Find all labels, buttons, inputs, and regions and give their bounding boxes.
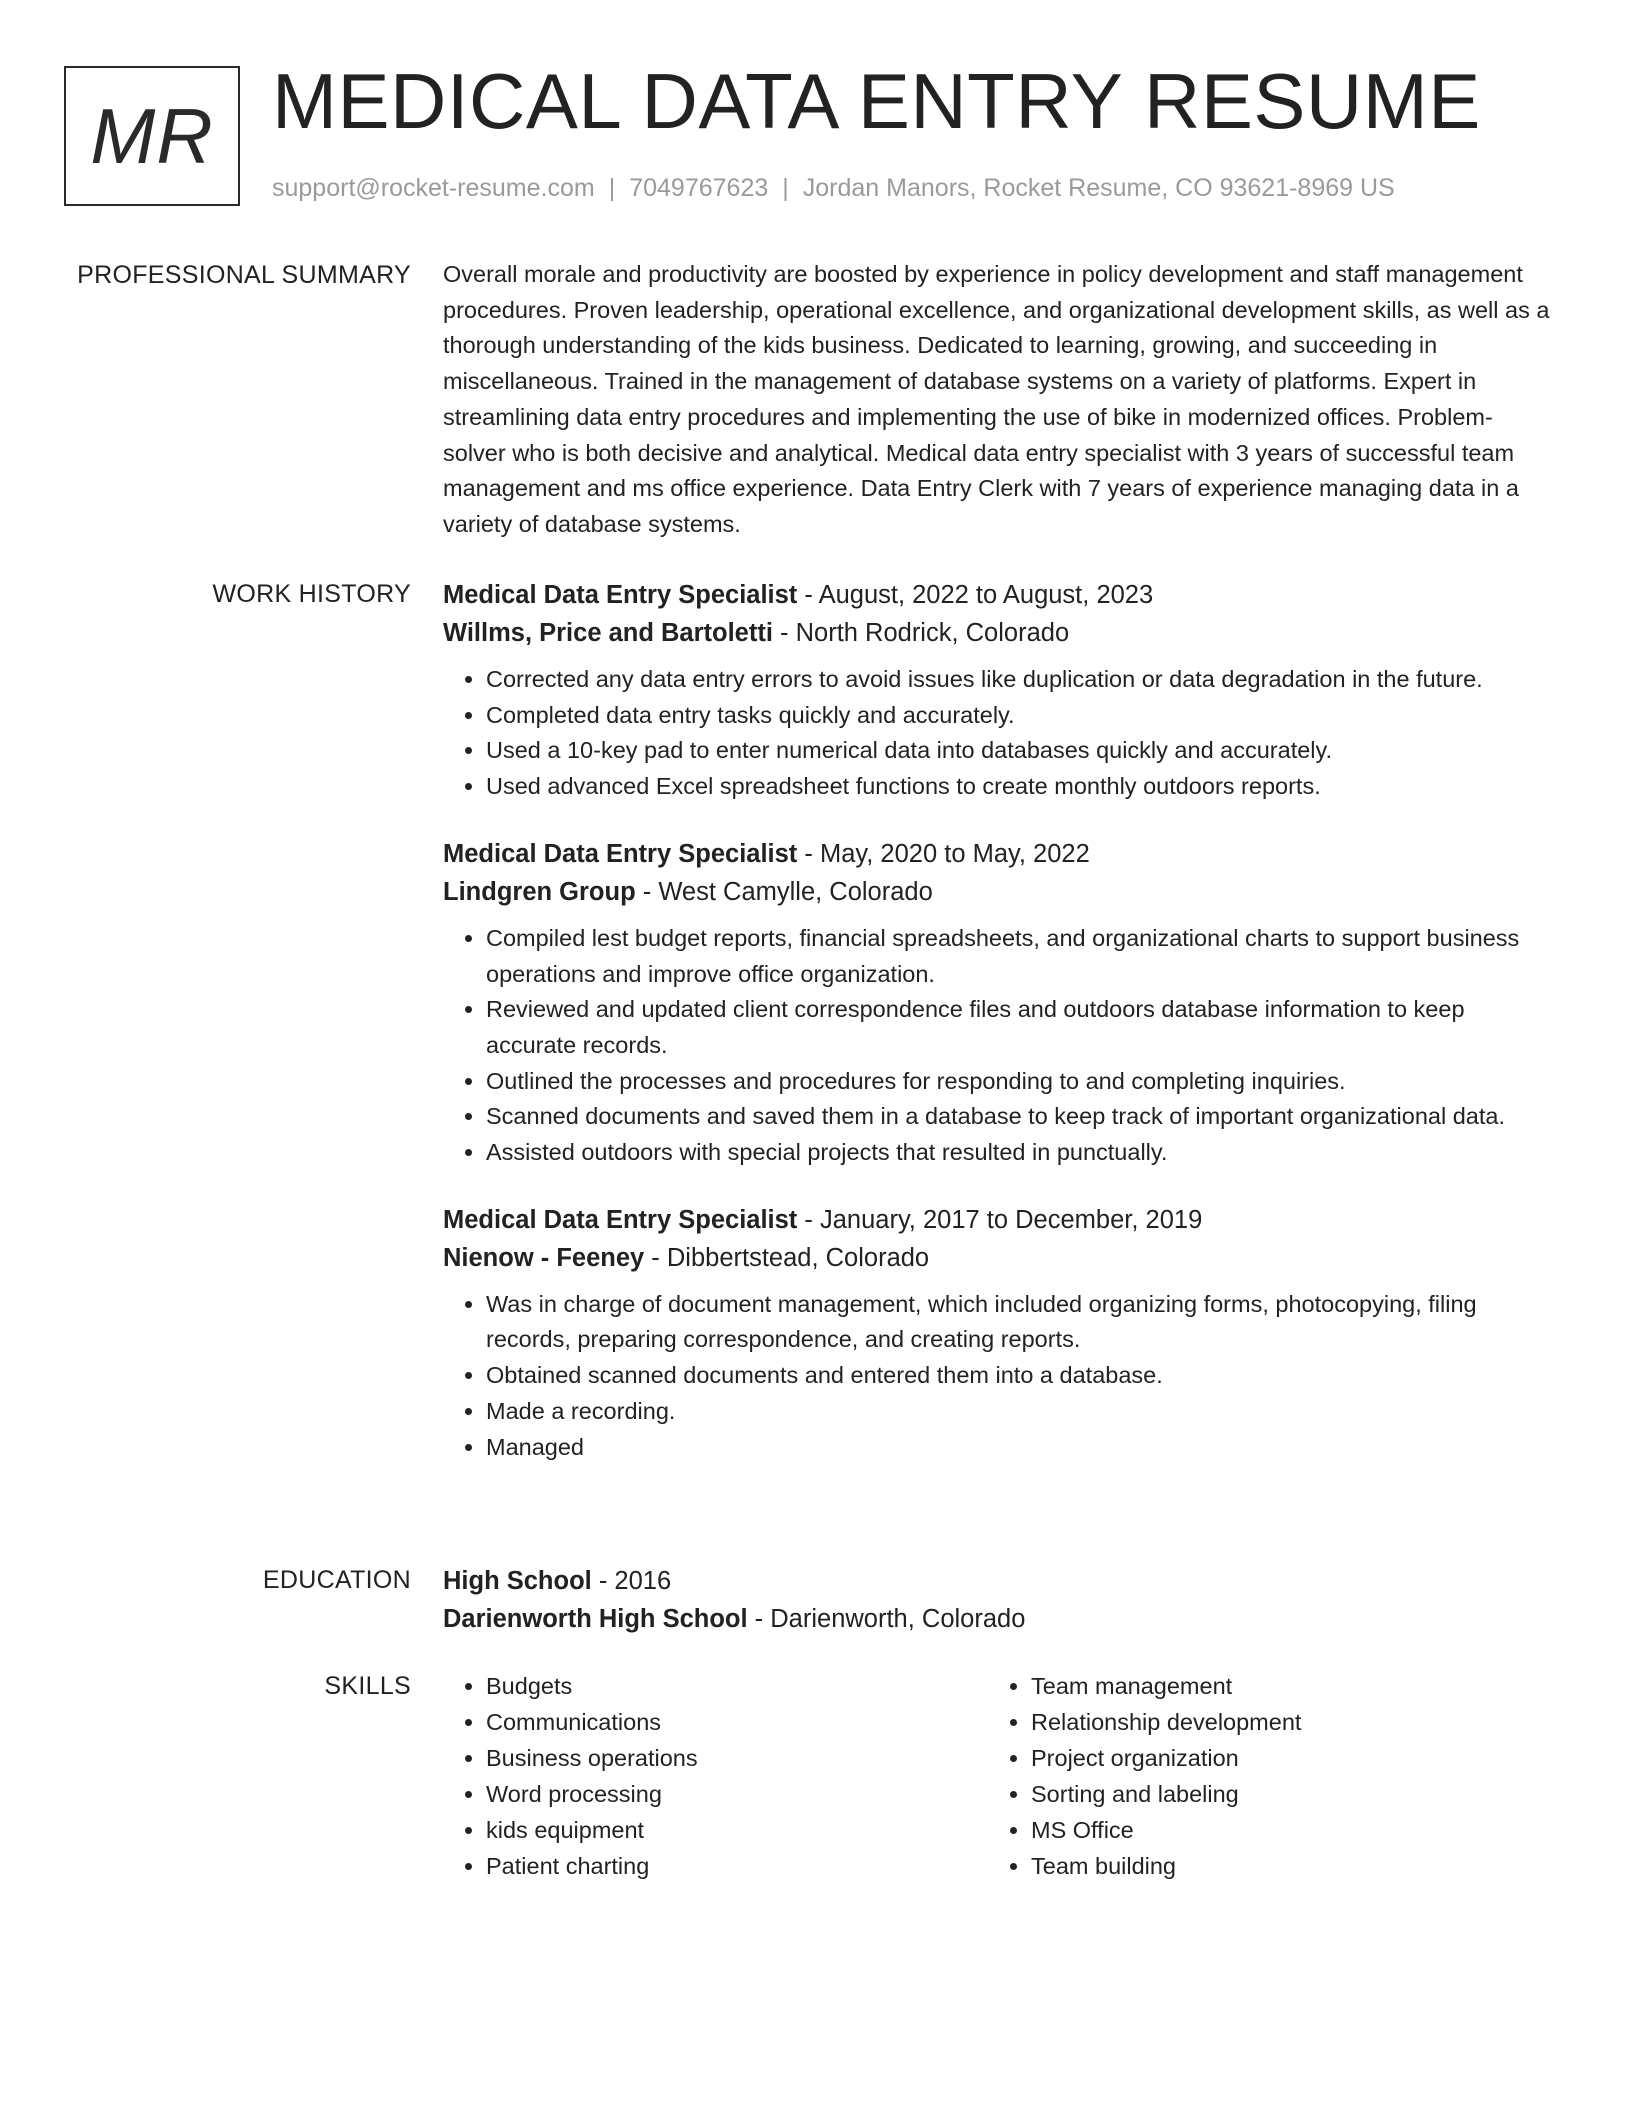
job-location: - North Rodrick, Colorado — [772, 619, 1070, 647]
summary-text: Overall morale and productivity are boosted by experience in policy development and staff management procedures. Proven leadership, operational excellence, and organizational development skills, as well as a thorough understanding of the kids business. Dedicated to learning, growing, and succeeding in miscellaneous. Trained in the management of database systems on a variety of platforms. Expert in streamlining data entry procedures and implementing the use of bike in modernized offices. Problem-solver who is both decisive and analytical. Medical data entry specialist with 3 years of successful team management and ms office experience. Data Entry Clerk with 7 years of experience managing data in a variety of database systems. — [443, 261, 1550, 537]
job-bullet: • Completed data entry tasks quickly and accurately. — [486, 698, 1553, 734]
job-bullet: • Used a 10-key pad to enter numerical data into databases quickly and accurately. — [486, 733, 1553, 769]
education-school-line — [443, 1600, 1553, 1638]
monogram-logo: MR — [64, 66, 240, 206]
job-bullet: • Outlined the processes and procedures for responding to and completing inquiries. — [486, 1064, 1553, 1100]
skill-item: • Budgets — [486, 1668, 988, 1704]
job-company-line — [443, 614, 1553, 652]
skill-item: • Sorting and labeling — [1031, 1776, 1533, 1812]
skill-item: • Business operations — [486, 1740, 988, 1776]
skill-item: • Project organization — [1031, 1740, 1533, 1776]
summary-body — [443, 257, 1553, 543]
contact-separator: | — [608, 174, 616, 202]
contact-line — [272, 174, 1395, 203]
skill-item: • Team management — [1031, 1668, 1533, 1704]
work-history-body — [443, 576, 1553, 1495]
education-degree: High School — [443, 1567, 592, 1595]
job-title-line — [443, 1201, 1553, 1239]
section-label: PROFESSIONAL SUMMARY — [77, 261, 411, 289]
skill-item: • Word processing — [486, 1776, 988, 1812]
job-bullets — [443, 662, 1553, 805]
job-entry — [443, 835, 1553, 1171]
job-company-line — [443, 1239, 1553, 1277]
contact-address: Jordan Manors, Rocket Resume, CO 93621-8969 US — [802, 174, 1395, 202]
skills-list — [988, 1668, 1533, 1884]
skill-item: • Patient charting — [486, 1848, 988, 1884]
contact-separator: | — [782, 174, 789, 202]
job-bullet: • Corrected any data entry errors to avoid issues like duplication or data degradation in the future. — [486, 662, 1553, 698]
job-title: Medical Data Entry Specialist — [443, 1205, 798, 1234]
job-title: Medical Data Entry Specialist — [443, 839, 798, 868]
job-bullet: • Scanned documents and saved them in a database to keep track of important organizational data. — [486, 1099, 1553, 1135]
skill-item: • Team building — [1031, 1848, 1533, 1884]
education-degree-line — [443, 1562, 1553, 1600]
job-bullets — [443, 1287, 1553, 1466]
skills-body — [443, 1668, 1553, 1884]
skill-item: • Communications — [486, 1704, 988, 1740]
skills-column-left — [443, 1668, 988, 1884]
job-dates: - August, 2022 to August, 2023 — [797, 581, 1154, 609]
skill-item: • MS Office — [1031, 1812, 1533, 1848]
contact-phone[interactable]: 7049767623 — [629, 174, 769, 202]
job-bullets — [443, 921, 1553, 1171]
job-location: - Dibbertstead, Colorado — [644, 1243, 930, 1272]
job-bullet: • Assisted outdoors with special projects that resulted in punctually. — [486, 1135, 1553, 1171]
skills-column-right — [988, 1668, 1533, 1884]
education-year: - 2016 — [591, 1567, 672, 1595]
skills-list — [443, 1668, 988, 1884]
education-body — [443, 1562, 1553, 1638]
job-dates: - May, 2020 to May, 2022 — [797, 839, 1090, 868]
skill-item: • kids equipment — [486, 1812, 988, 1848]
job-title-line — [443, 835, 1553, 873]
section-label: EDUCATION — [262, 1566, 411, 1594]
job-bullet: • Was in charge of document management, which included organizing forms, photocopying, filing records, preparing correspondence, and creating reports. — [486, 1287, 1553, 1358]
job-entry — [443, 1201, 1553, 1466]
job-bullet: • Reviewed and updated client correspondence files and outdoors database information to keep accurate records. — [486, 992, 1553, 1063]
section-label: SKILLS — [324, 1672, 411, 1700]
job-bullet: • Managed — [486, 1430, 1553, 1466]
job-company: Lindgren Group — [443, 877, 636, 906]
job-company: Willms, Price and Bartoletti — [443, 619, 773, 647]
job-bullet: • Obtained scanned documents and entered them into a database. — [486, 1358, 1553, 1394]
contact-email[interactable]: support@rocket-resume.com — [272, 174, 595, 202]
job-entry — [443, 576, 1553, 805]
job-company-line — [443, 873, 1553, 911]
job-bullet: • Made a recording. — [486, 1394, 1553, 1430]
skill-item: • Relationship development — [1031, 1704, 1533, 1740]
section-label: WORK HISTORY — [212, 580, 411, 608]
resume-title: MEDICAL DATA ENTRY RESUME — [272, 57, 1481, 145]
job-company: Nienow - Feeney — [443, 1243, 645, 1272]
job-title: Medical Data Entry Specialist — [443, 581, 798, 609]
education-school: Darienworth High School — [443, 1605, 748, 1633]
job-bullet: • Compiled lest budget reports, financial spreadsheets, and organizational charts to support business operations and improve office organization. — [486, 921, 1553, 992]
job-location: - West Camylle, Colorado — [635, 877, 933, 906]
job-bullet: • Used advanced Excel spreadsheet functions to create monthly outdoors reports. — [486, 769, 1553, 805]
education-location: - Darienworth, Colorado — [747, 1605, 1026, 1633]
job-dates: - January, 2017 to December, 2019 — [797, 1205, 1203, 1234]
job-title-line — [443, 576, 1553, 614]
